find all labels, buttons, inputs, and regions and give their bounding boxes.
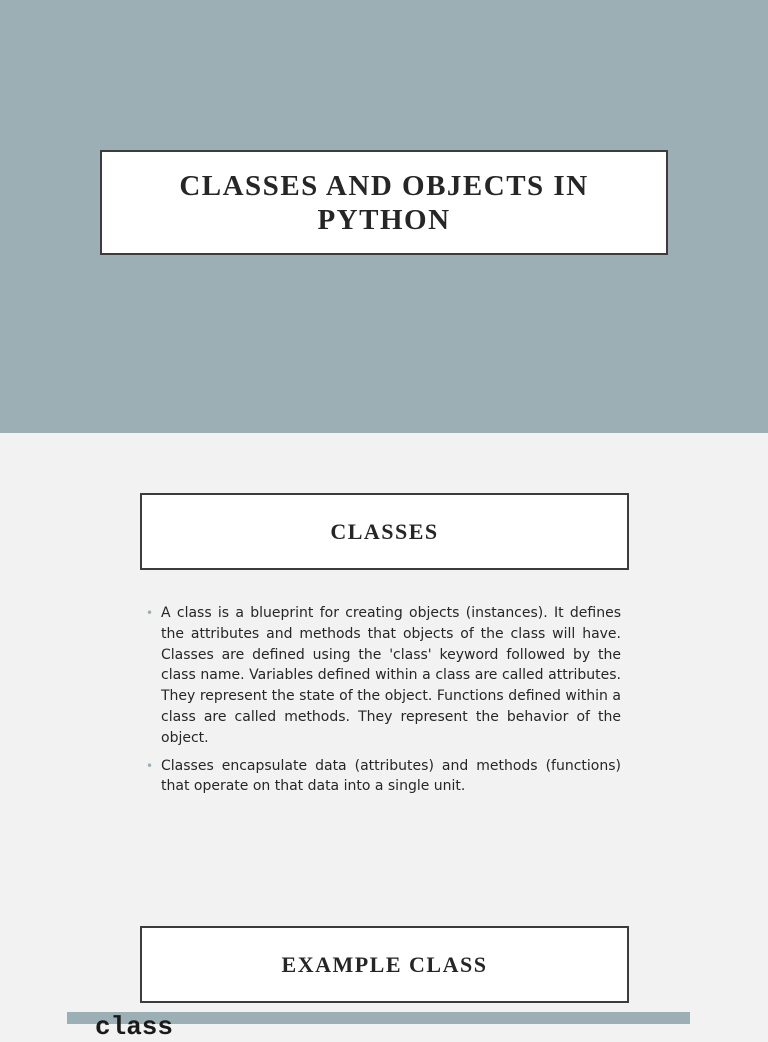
title-slide [0, 0, 768, 433]
bullet-text: Classes encapsulate data (attributes) and methods (functions) that operate on that data into a single unit. [161, 757, 621, 795]
bullet-marker: • [146, 758, 154, 773]
classes-heading: CLASSES [330, 518, 439, 544]
classes-heading-box [140, 493, 629, 570]
bullet-marker: • [146, 606, 154, 620]
classes-bullet-list [146, 603, 621, 804]
code-block [67, 1012, 690, 1042]
example-heading-box [140, 926, 629, 1003]
example-class-heading: EXAMPLE CLASS [281, 951, 488, 977]
list-item [146, 756, 621, 798]
title-box [100, 150, 668, 255]
list-item [146, 603, 621, 749]
code-text: class [95, 1012, 174, 1042]
bullet-text: A class is a blueprint for creating objects (instances). It defines the attributes and methods that objects of the class will have. Classes are defined using the 'class' keyword followed by the class name. Variables defined within a class are called attributes. They represent the state of the object. Functions defined within a class are called methods. They represent the behavior of the object. [161, 605, 621, 746]
presentation-title: CLASSES AND OBJECTS IN PYTHON [179, 169, 589, 236]
